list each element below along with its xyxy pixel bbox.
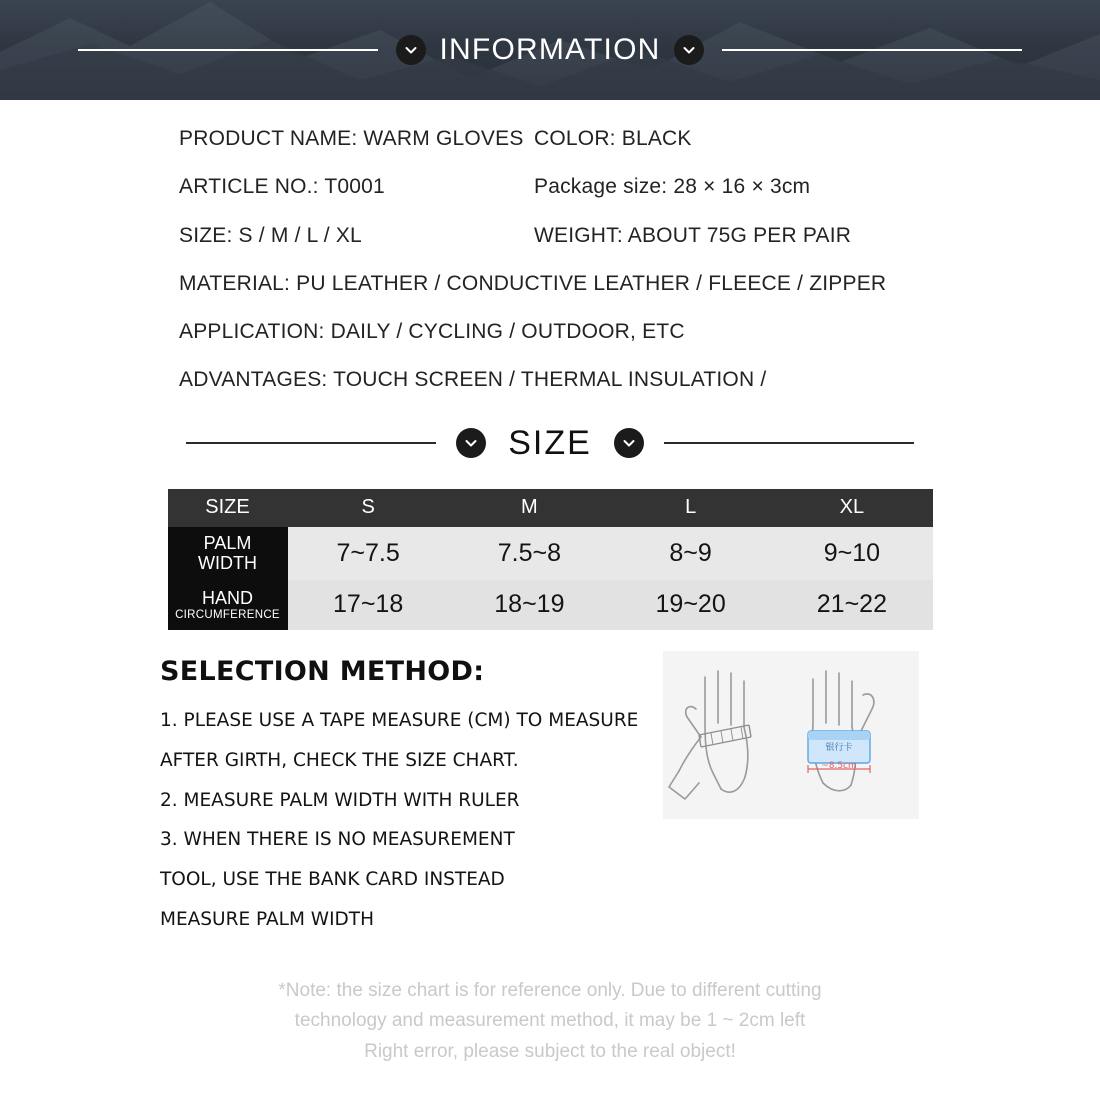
hands-diagram-icon: [663, 651, 919, 819]
info-row: [0, 174, 1100, 200]
size-table: [168, 489, 933, 630]
column-header: SIZE: [168, 489, 288, 527]
table-cell: 7.5~8: [449, 527, 610, 580]
product-info-list: [0, 100, 1100, 394]
row-header-line1: PALM: [203, 532, 252, 553]
info-row: [0, 367, 1100, 393]
bank-card-label: 银行卡: [825, 742, 853, 753]
info-cell: MATERIAL: PU LEATHER / CONDUCTIVE LEATHER / FLEECE / ZIPPER: [179, 271, 887, 295]
info-cell: ADVANTAGES: TOUCH SCREEN / THERMAL INSULATION /: [179, 368, 767, 392]
note-line: technology and measurement method, it may be 1 ~ 2cm left: [294, 1010, 806, 1032]
info-cell: WEIGHT: ABOUT 75G PER PAIR: [534, 223, 852, 247]
row-header-hand-circumference: [168, 580, 288, 630]
info-row: [0, 126, 1100, 152]
chevron-down-circle-icon: [674, 35, 704, 65]
table-cell: 19~20: [610, 580, 771, 630]
card-measure-label: ~8.5cm: [821, 760, 857, 771]
table-cell: 9~10: [771, 527, 932, 580]
chevron-down-circle-icon: [396, 35, 426, 65]
page-title: INFORMATION: [439, 33, 661, 66]
bottom-spacer: [0, 1089, 1100, 1100]
size-chart: [168, 489, 933, 630]
size-rule-left: [186, 442, 436, 444]
info-row: [0, 223, 1100, 249]
info-row: [0, 271, 1100, 297]
table-header-row: [168, 489, 933, 527]
disclaimer-note: [170, 976, 930, 1067]
hand-measurement-illustration: [663, 651, 919, 819]
info-cell: PRODUCT NAME: WARM GLOVES: [179, 127, 524, 150]
info-cell: ARTICLE NO.: T0001: [179, 175, 385, 199]
row-header-subtitle: CIRCUMFERENCE: [175, 608, 280, 621]
selection-method-heading: SELECTION METHOD:: [160, 655, 485, 687]
table-row: [168, 527, 933, 580]
chevron-down-circle-icon: [456, 428, 486, 458]
row-header-line2: WIDTH: [198, 553, 257, 574]
row-header-line1: HAND: [201, 587, 253, 608]
chevron-down-circle-icon: [614, 428, 644, 458]
column-header: L: [610, 489, 771, 527]
selection-steps: [160, 705, 720, 936]
step-line: AFTER GIRTH, CHECK THE SIZE CHART.: [160, 749, 519, 771]
row-header-palm-width: [168, 527, 288, 580]
info-cell: APPLICATION: DAILY / CYCLING / OUTDOOR, ETC: [179, 320, 685, 343]
info-cell: COLOR: BLACK: [534, 127, 692, 150]
step-line: 2. MEASURE PALM WIDTH WITH RULER: [160, 789, 520, 811]
table-cell: 21~22: [771, 580, 932, 630]
info-row: [0, 319, 1100, 345]
step-line: 3. WHEN THERE IS NO MEASUREMENT: [160, 829, 515, 851]
table-row: [168, 580, 933, 630]
size-title: SIZE: [508, 423, 592, 462]
step-line: TOOL, USE THE BANK CARD INSTEAD: [160, 869, 505, 891]
column-header: S: [288, 489, 449, 527]
step-line: MEASURE PALM WIDTH: [160, 908, 374, 930]
note-line: *Note: the size chart is for reference only. Due to different cutting: [278, 979, 822, 1001]
table-cell: 8~9: [610, 527, 771, 580]
column-header: M: [449, 489, 610, 527]
header-banner: [0, 0, 1100, 100]
banner-rule-right: [722, 49, 1022, 51]
table-cell: 17~18: [288, 580, 449, 630]
table-cell: 7~7.5: [288, 527, 449, 580]
column-header: XL: [771, 489, 932, 527]
table-cell: 18~19: [449, 580, 610, 630]
size-section-header: [0, 424, 1100, 463]
selection-method-section: [160, 656, 1060, 936]
banner-rule-left: [78, 49, 378, 51]
info-cell: Package size: 28 × 16 × 3cm: [534, 175, 811, 199]
size-rule-right: [664, 442, 914, 444]
step-line: 1. PLEASE USE A TAPE MEASURE (CM) TO MEASURE: [160, 709, 639, 731]
note-line: Right error, please subject to the real object!: [364, 1040, 736, 1062]
info-cell: SIZE: S / M / L / XL: [179, 223, 362, 247]
